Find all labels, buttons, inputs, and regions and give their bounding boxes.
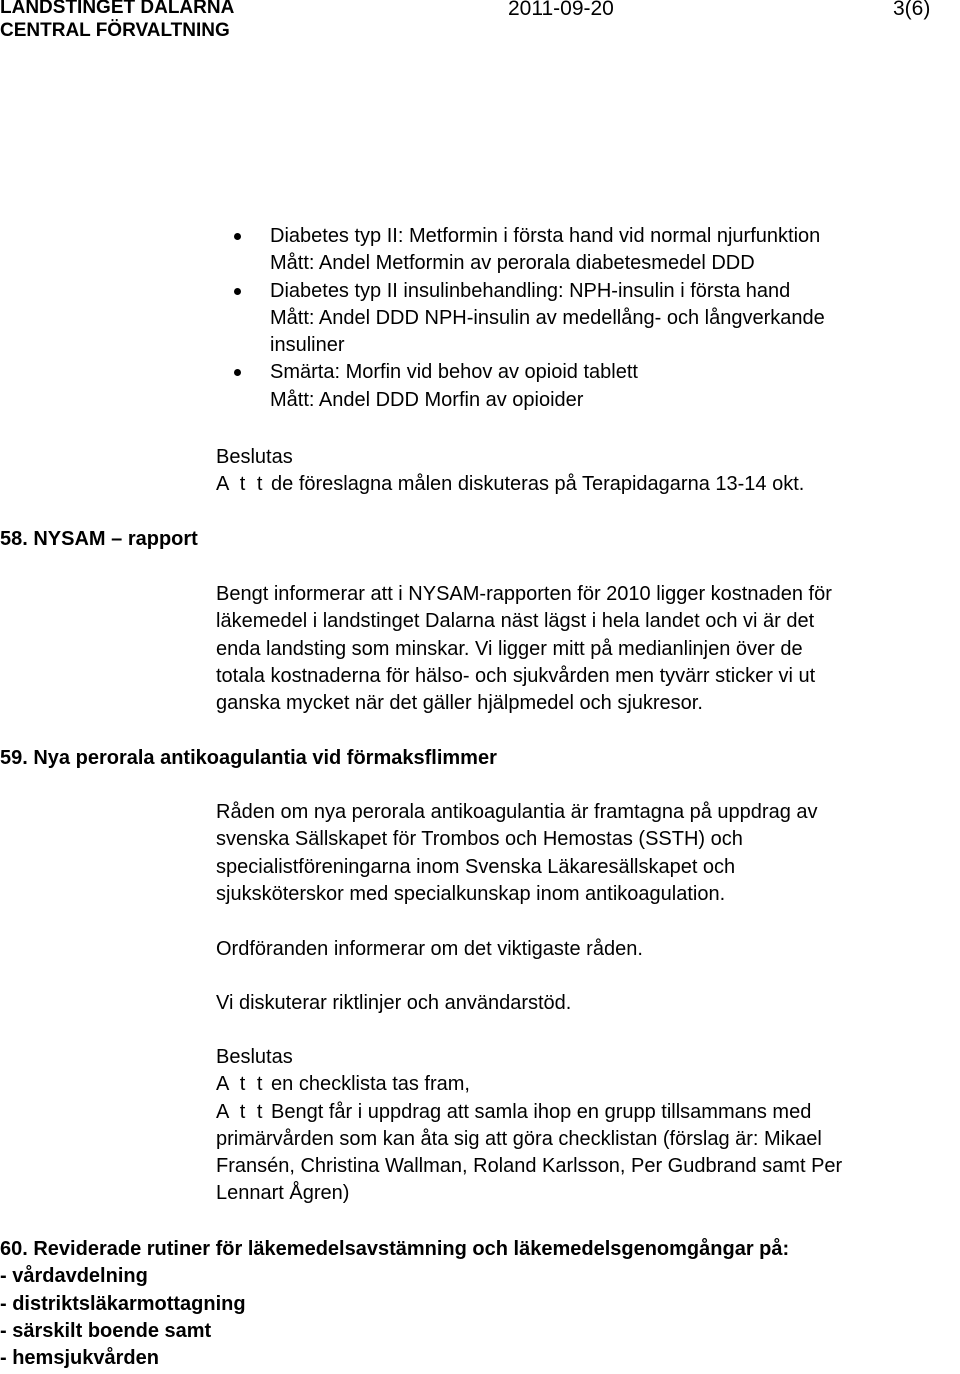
- list-item: - hemsjukvården: [0, 1347, 159, 1370]
- decision-line: [216, 471, 804, 498]
- section-60: [0, 1236, 789, 1372]
- body-line: enda landsting som minskar. Vi ligger mitt på medianlinjen över de: [216, 637, 803, 660]
- section-60-heading: 60. Reviderade rutiner för läkemedelsavstämning och läkemedelsgenomgångar på:: [0, 1238, 790, 1260]
- decision-line: [216, 1099, 842, 1126]
- body-line: specialistföreningarna inom Svenska Läkaresällskapet och: [216, 855, 736, 878]
- body-line: Bengt informerar att i NYSAM-rapporten för 2010 ligger kostnaden för: [216, 583, 832, 605]
- decision-text: Bengt får i uppdrag att samla ihop en grupp tillsammans med: [265, 1100, 812, 1123]
- body-line: Råden om nya perorala antikoagulantia är framtagna på uppdrag av: [216, 801, 818, 823]
- decision-text: en checklista tas fram,: [265, 1073, 470, 1096]
- bullet-item: [270, 223, 825, 278]
- decision-label: Beslutas: [216, 446, 293, 468]
- section-59-paragraph-2: Ordföranden informerar om det viktigaste råden.: [216, 938, 643, 960]
- att-marker: A t t: [216, 1100, 266, 1123]
- decision-label: Beslutas: [216, 1046, 293, 1068]
- bullet-icon: [234, 233, 241, 240]
- list-item: - distriktsläkarmottagning: [0, 1292, 246, 1315]
- bullet-line: Mått: Andel DDD Morfin av opioider: [270, 388, 584, 411]
- decision-line: primärvården som kan åta sig att göra checklistan (förslag är: Mikael: [216, 1127, 822, 1150]
- section-59-paragraph-3: Vi diskuterar riktlinjer och användarstöd.: [216, 992, 572, 1014]
- goals-bullet-list: [270, 223, 825, 414]
- section-59-decision: [216, 1044, 842, 1208]
- body-line: sjuksköterskor med specialkunskap inom antikoagulation.: [216, 882, 726, 905]
- bullet-item: [270, 359, 825, 414]
- section-58-body: [216, 581, 832, 717]
- body-line: totala kostnaderna för hälso- och sjukvården men tyvärr sticker vi ut: [216, 664, 816, 687]
- section-59-heading: 59. Nya perorala antikoagulantia vid förmaksflimmer: [0, 747, 497, 769]
- bullet-line: Diabetes typ II: Metformin i första hand vid normal njurfunktion: [270, 225, 821, 247]
- bullet-icon: [234, 288, 241, 295]
- bullet-item: [270, 278, 825, 360]
- decision-text: de föreslagna målen diskuteras på Terapidagarna 13-14 okt.: [265, 473, 805, 496]
- body-line: läkemedel i landstinget Dalarna näst lägst i hela landet och vi är det: [216, 610, 815, 633]
- department-name: CENTRAL FÖRVALTNING: [0, 20, 230, 41]
- bullet-line: Mått: Andel DDD NPH-insulin av medellång- och långverkande: [270, 306, 825, 329]
- document-date: 2011-09-20: [508, 0, 614, 20]
- bullet-line: insuliner: [270, 334, 345, 357]
- body-line: ganska mycket när det gäller hjälpmedel och sjukresor.: [216, 692, 703, 715]
- organization-name: LANDSTINGET DALARNA: [0, 0, 235, 18]
- bullet-icon: [234, 369, 241, 376]
- list-item: - särskilt boende samt: [0, 1319, 212, 1342]
- bullet-line: Diabetes typ II insulinbehandling: NPH-insulin i första hand: [270, 279, 791, 302]
- att-marker: A t t: [216, 1073, 266, 1096]
- decision-line: Fransén, Christina Wallman, Roland Karlsson, Per Gudbrand samt Per: [216, 1155, 843, 1178]
- bullet-line: Mått: Andel Metformin av perorala diabetesmedel DDD: [270, 252, 755, 275]
- section-58-heading: 58. NYSAM – rapport: [0, 528, 198, 550]
- att-marker: A t t: [216, 473, 266, 496]
- body-line: svenska Sällskapet för Trombos och Hemostas (SSTH) och: [216, 828, 743, 851]
- list-item: - vårdavdelning: [0, 1265, 148, 1288]
- page-number: 3(6): [893, 0, 931, 20]
- bullet-line: Smärta: Morfin vid behov av opioid tablett: [270, 361, 638, 384]
- decision-line: [216, 1071, 842, 1098]
- decision-block: [216, 444, 804, 499]
- section-59-paragraph-1: [216, 799, 818, 908]
- decision-line: Lennart Ågren): [216, 1182, 350, 1205]
